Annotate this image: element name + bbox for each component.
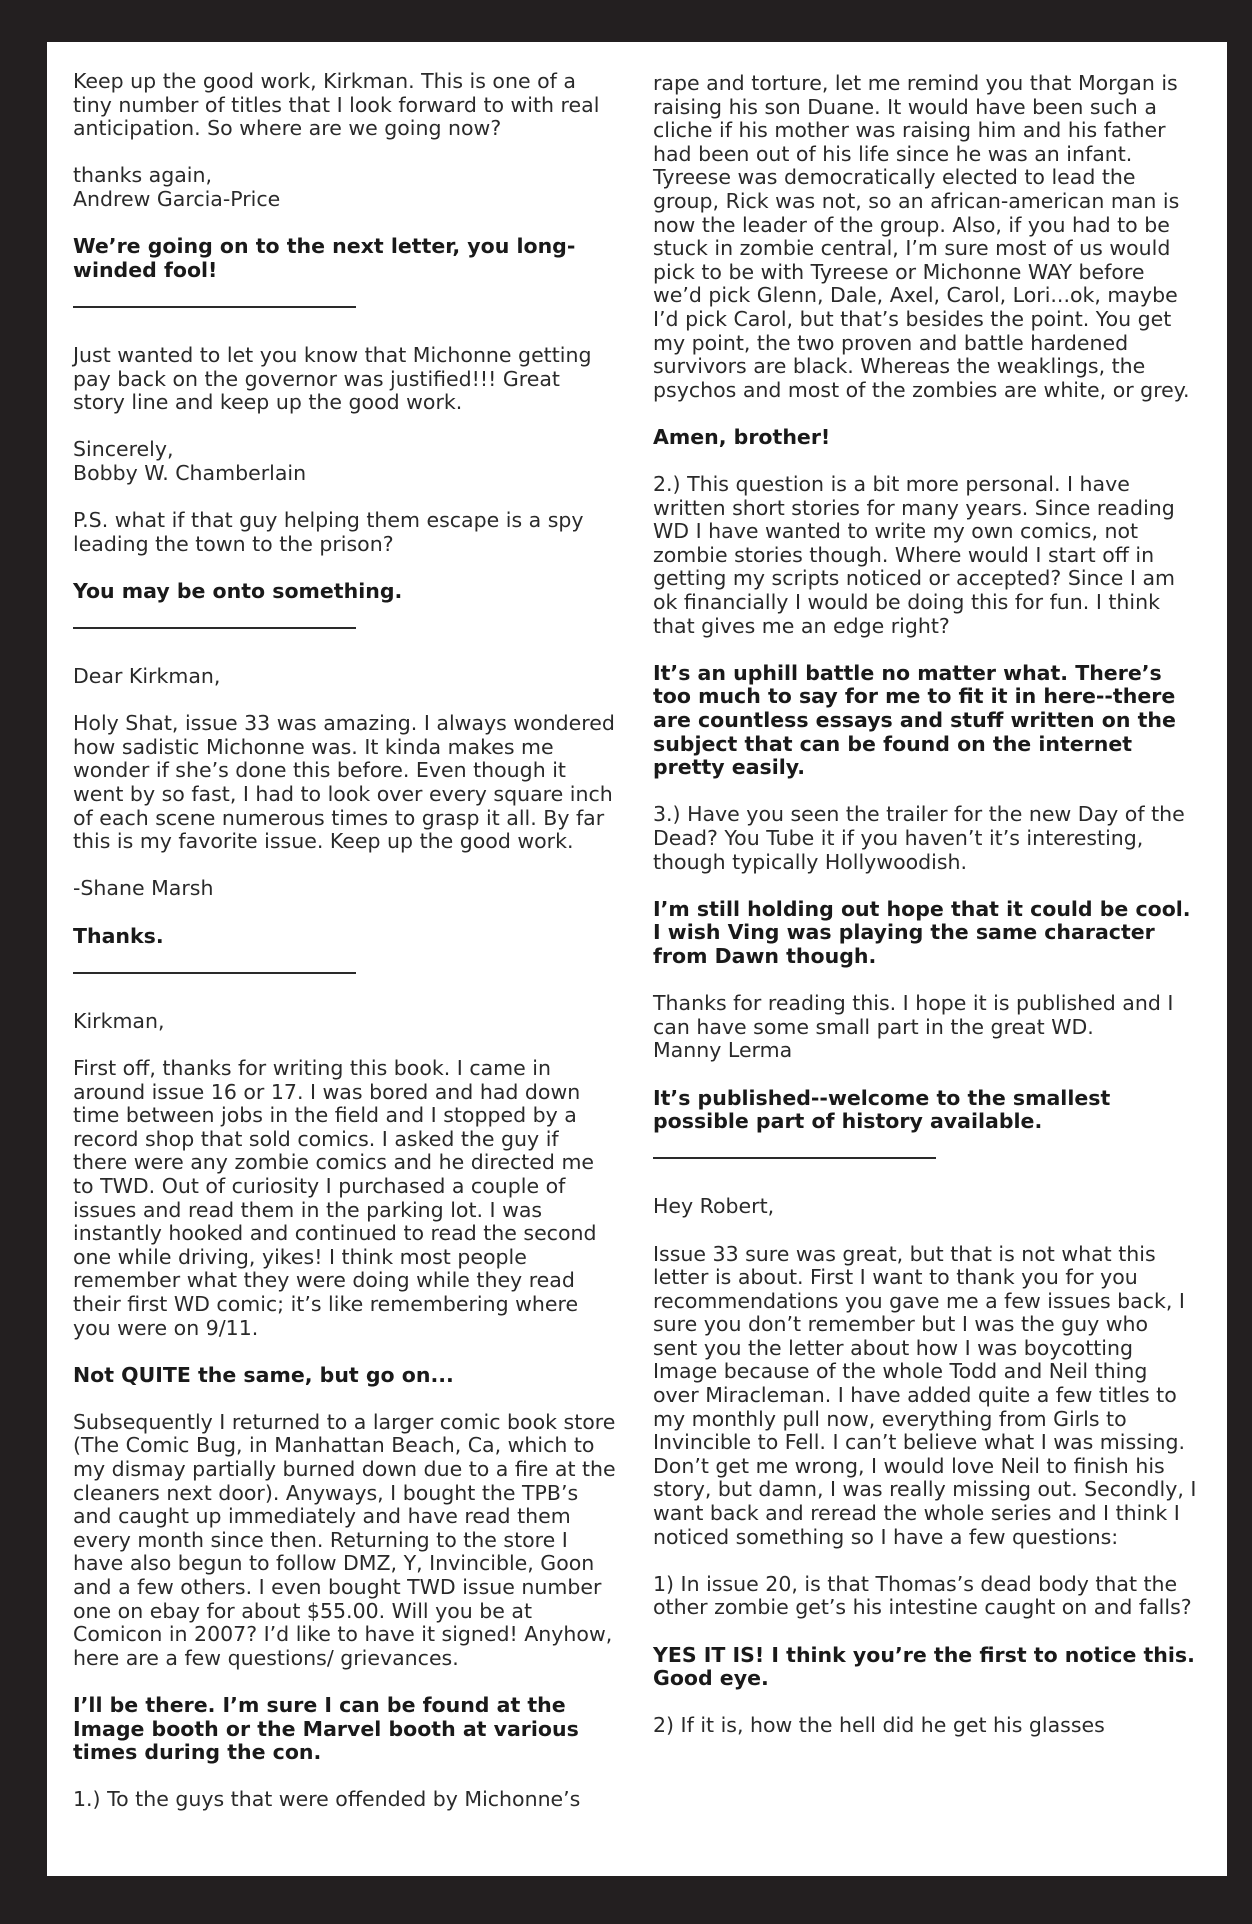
letter-paragraph: 2.) This question is a bit more personal. I have written short stories for many years. Since reading WD I have wanted to write my own comics, not zombie stories though. Where would I start off in getting my scripts noticed or accepted? Since I am ok financially I would be doing this for fun. I think that gives me an edge right? [653,472,1176,638]
letter-paragraph: Sincerely, Bobby W. Chamberlain [73,437,307,485]
letter-paragraph: Kirkman, [73,1008,165,1033]
left-column [73,70,618,1836]
section-divider [73,306,356,308]
letter-paragraph: Hey Robert, [653,1194,775,1219]
editor-reply: Not QUITE the same, but go on... [73,1362,454,1387]
letter-paragraph: thanks again, Andrew Garcia-Price [73,163,281,211]
letter-paragraph: Holy Shat, issue 33 was amazing. I always wondered how sadistic Michonne was. It kinda makes me wonder if she’s done this before. Even though it went by so fast, I had to look over every square inch of each scene numerous times to grasp it all. By far this is my favorite issue. Keep up the good work. [73,711,615,854]
letter-paragraph: Dear Kirkman, [73,664,221,689]
letter-paragraph: rape and torture, let me remind you that Morgan is raising his son Duane. It would have been such a cliche if his mother was raising him and his father had been out of his life since he was an infant. Tyreese was democratically elected to lead the group, Rick was not, so an african-american man is now the leader of the group. Also, if you had to be stuck in zombie central, I’m sure most of us would pick to be with Tyreese or Michonne WAY before we’d pick Glenn, Dale, Axel, Carol, Lori...ok, maybe I’d pick Carol, but that’s besides the point. You get my point, the two proven and battle hardened survivors are black. Whereas the weaklings, the psychos and most of the zombies are white, or grey. [653,71,1190,402]
letter-paragraph: First off, thanks for writing this book. I came in around issue 16 or 17. I was bored and had down time between jobs in the field and I stopped by a record shop that sold comics. I asked the guy if there were any zombie comics and he directed me to TWD. Out of curiosity I purchased a couple of issues and read them in the parking lot. I was instantly hooked and continued to read the second one while driving, yikes! I think most people remember what they were doing while they read their first WD comic; it’s like remembering where you were on 9/11. [73,1055,597,1340]
editor-reply: It’s an uphill battle no matter what. There’s too much to say for me to fit it in here--there are countless essays and stuff written on the subject that can be found on the internet pretty easily. [653,660,1176,780]
right-column [653,72,1198,1762]
editor-reply: YES IT IS! I think you’re the first to notice this. Good eye. [653,1642,1195,1691]
section-divider [73,627,356,629]
letter-paragraph: 1) In issue 20, is that Thomas’s dead body that the other zombie get’s his intestine caught on and falls? [653,1571,1192,1620]
letter-paragraph: Keep up the good work, Kirkman. This is one of a tiny number of titles that I look forward to with real anticipation. So where are we going now? [73,69,600,141]
editor-reply: Thanks. [73,923,164,948]
letter-paragraph: 2) If it is, how the hell did he get his glasses [653,1713,1105,1738]
letter-paragraph: P.S. what if that guy helping them escape is a spy leading the town to the prison? [73,508,584,556]
letter-paragraph: 1.) To the guys that were offended by Michonne’s [73,1787,581,1812]
letter-paragraph: Issue 33 sure was great, but that is not what this letter is about. First I want to thank you for you recommendations you gave me a few issues back, I sure you don’t remember but I was the guy who sent you the letter about how I was boycotting Image because of the whole Todd and Neil thing over Miracleman. I have added quite a few titles to my monthly pull now, everything from Girls to Invincible to Fell. I can’t believe what I was missing. Don’t get me wrong, I would love Neil to finish his story, but damn, I was really missing out. Secondly, I want back and reread the whole series and I think I noticed something so I have a few questions: [653,1241,1197,1549]
editor-reply: I’ll be there. I’m sure I can be found at the Image booth or the Marvel booth at various times during the con. [73,1693,579,1765]
section-divider [653,1157,936,1159]
editor-reply: We’re going on to the next letter, you long-winded fool! [73,234,576,282]
letter-paragraph: Subsequently I returned to a larger comic book store (The Comic Bug, in Manhattan Beach, Ca, which to my dismay partially burned down due to a fire at the cleaners next door). Anyways, I bought the TPB’s and caught up immediately and have read them every month since then. Returning to the store I have also begun to follow DMZ, Y, Invincible, Goon and a few others. I even bought TWD issue number one on ebay for about $55.00. Will you be at Comicon in 2007? I’d like to have it signed! Anyhow, here are a few questions/ grievances. [73,1409,616,1670]
letters-page [47,42,1227,1876]
editor-reply: Amen, brother! [653,424,831,449]
letter-paragraph: Just wanted to let you know that Michonne getting pay back on the governor was justified!!! Great story line and keep up the good work. [73,342,592,415]
editor-reply: I’m still holding out hope that it could be cool. I wish Ving was playing the same character from Dawn though. [653,896,1191,968]
editor-reply: It’s published--welcome to the smallest possible part of history available. [653,1085,1111,1134]
letter-paragraph: 3.) Have you seen the trailer for the new Day of the Dead? You Tube it if you haven’t it’s interesting, though typically Hollywoodish. [653,802,1185,874]
letter-paragraph: Thanks for reading this. I hope it is published and I can have some small part in the great WD. Manny Lerma [653,991,1174,1063]
editor-reply: You may be onto something. [73,578,403,603]
letter-paragraph: -Shane Marsh [73,876,214,901]
section-divider [73,972,356,974]
